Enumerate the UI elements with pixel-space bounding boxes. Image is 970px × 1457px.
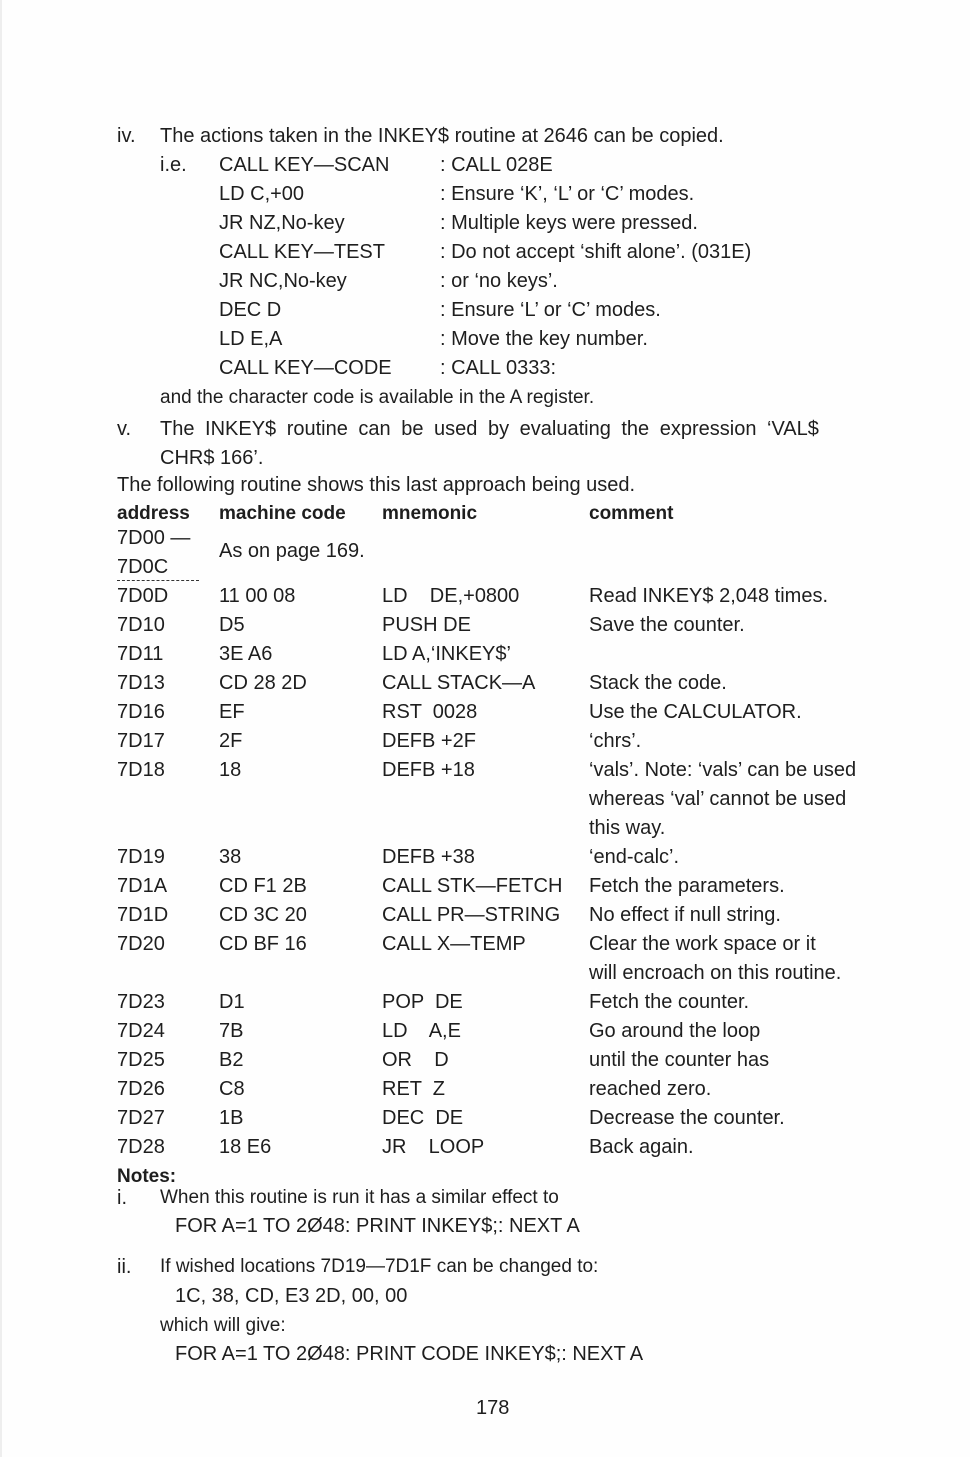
table-mnemonic: OR D [382, 1049, 449, 1071]
table-address: 7D0D [117, 585, 169, 607]
iv-code-line: JR NC,No-key [219, 270, 347, 292]
table-mnemonic: LD DE,+0800 [382, 585, 520, 607]
page-edge-shadow [0, 0, 2, 1457]
table-machine-code: 11 00 08 [219, 585, 296, 607]
table-comment: until the counter has [589, 1049, 770, 1071]
item-iv-after: and the character code is available in the A register. [160, 387, 595, 408]
table-machine-code: 18 E6 [219, 1136, 272, 1158]
table-mnemonic: CALL PR—STRING [382, 904, 561, 926]
table-comment: reached zero. [589, 1078, 712, 1100]
table-address: 7D25 [117, 1049, 165, 1071]
note-ii-text: If wished locations 7D19—7D1F can be changed to: [160, 1256, 599, 1277]
header-machine-code: machine code [219, 503, 346, 524]
table-mnemonic: LD A,E [382, 1020, 461, 1042]
table-mnemonic: DEC DE [382, 1107, 464, 1129]
table-address: 7D1A [117, 875, 168, 897]
item-v-line1: The INKEY$ routine can be used by evaluating the expression ‘VAL$ [160, 418, 819, 440]
table-comment: Save the counter. [589, 614, 745, 636]
iv-code-comment: : CALL 0333: [440, 357, 557, 379]
table-machine-code: D1 [219, 991, 245, 1013]
note-i-code: FOR A=1 TO 2Ø48: PRINT INKEY$;: NEXT A [175, 1215, 580, 1237]
table-comment: Stack the code. [589, 672, 727, 694]
table-address: 7D17 [117, 730, 165, 752]
table-comment: ‘chrs’. [589, 730, 642, 752]
table-machine-code: 3E A6 [219, 643, 273, 665]
table-address: 7D28 [117, 1136, 165, 1158]
note-ii-marker: ii. [117, 1256, 132, 1278]
table-mnemonic: CALL STK—FETCH [382, 875, 563, 897]
table-comment: whereas ‘val’ cannot be used [589, 788, 847, 810]
table-address: 7D27 [117, 1107, 165, 1129]
dashed-divider [117, 580, 199, 581]
header-comment: comment [589, 503, 674, 524]
table-machine-code: 18 [219, 759, 242, 781]
header-mnemonic: mnemonic [382, 503, 478, 524]
table-machine-code: 1B [219, 1107, 244, 1129]
iv-code-comment: : Ensure ‘L’ or ‘C’ modes. [440, 299, 661, 321]
table-machine-code: EF [219, 701, 245, 723]
intro-text: The following routine shows this last approach being used. [117, 474, 636, 496]
table-address: 7D23 [117, 991, 165, 1013]
table-machine-code: CD F1 2B [219, 875, 307, 897]
table-address: 7D18 [117, 759, 165, 781]
table-address: 7D1D [117, 904, 169, 926]
item-iv-text: The actions taken in the INKEY$ routine at 2646 can be copied. [160, 125, 724, 147]
table-mnemonic: CALL X—TEMP [382, 933, 526, 955]
note-i-text: When this routine is run it has a similar effect to [160, 1187, 559, 1208]
iv-code-comment: : Multiple keys were pressed. [440, 212, 698, 234]
table-comment: Go around the loop [589, 1020, 761, 1042]
iv-code-line: DEC D [219, 299, 282, 321]
table-address: 7D19 [117, 846, 165, 868]
table-mnemonic: CALL STACK—A [382, 672, 536, 694]
table-address: 7D24 [117, 1020, 165, 1042]
iv-code-line: JR NZ,No-key [219, 212, 345, 234]
table-machine-code: CD 28 2D [219, 672, 307, 694]
table-comment: this way. [589, 817, 666, 839]
table-address: 7D13 [117, 672, 165, 694]
iv-code-line: CALL KEY—TEST [219, 241, 385, 263]
table-machine-code: C8 [219, 1078, 245, 1100]
table-comment: No effect if null string. [589, 904, 781, 926]
table-address: 7D16 [117, 701, 165, 723]
iv-code-comment: : or ‘no keys’. [440, 270, 558, 292]
table-mnemonic: PUSH DE [382, 614, 471, 636]
iv-code-comment: : CALL 028E [440, 154, 553, 176]
notes-heading: Notes: [117, 1166, 177, 1187]
note-ii-code: FOR A=1 TO 2Ø48: PRINT CODE INKEY$;: NEXT A [175, 1343, 644, 1365]
table-mnemonic: LD A,‘INKEY$’ [382, 643, 511, 665]
table-comment: Read INKEY$ 2,048 times. [589, 585, 829, 607]
iv-code-comment: : Move the key number. [440, 328, 648, 350]
table-comment: ‘end-calc’. [589, 846, 680, 868]
table-comment: Fetch the counter. [589, 991, 750, 1013]
table-comment: Fetch the parameters. [589, 875, 785, 897]
table-comment: Clear the work space or it [589, 933, 816, 955]
table-comment: will encroach on this routine. [589, 962, 842, 984]
table-machine-code: D5 [219, 614, 245, 636]
item-iv-marker: iv. [117, 125, 136, 147]
iv-code-line: CALL KEY—SCAN [219, 154, 390, 176]
table-comment: Use the CALCULATOR. [589, 701, 802, 723]
note-ii-text2: which will give: [160, 1315, 286, 1336]
table-comment: Back again. [589, 1136, 694, 1158]
table-machine-code: CD BF 16 [219, 933, 307, 955]
table-address: 7D11 [117, 643, 164, 665]
table-machine-code: 2F [219, 730, 243, 752]
first-note: As on page 169. [219, 540, 365, 562]
ie-label: i.e. [160, 154, 187, 176]
iv-code-line: LD E,A [219, 328, 283, 350]
first-address-start: 7D00 — [117, 527, 191, 549]
iv-code-line: CALL KEY—CODE [219, 357, 392, 379]
iv-code-comment: : Do not accept ‘shift alone’. (031E) [440, 241, 752, 263]
header-address: address [117, 503, 190, 524]
table-mnemonic: DEFB +18 [382, 759, 475, 781]
table-address: 7D10 [117, 614, 165, 636]
table-machine-code: B2 [219, 1049, 244, 1071]
table-comment: Decrease the counter. [589, 1107, 785, 1129]
note-i-marker: i. [117, 1187, 127, 1209]
first-address-end: 7D0C [117, 556, 169, 578]
item-v-marker: v. [117, 418, 132, 440]
table-address: 7D20 [117, 933, 165, 955]
table-mnemonic: RST 0028 [382, 701, 478, 723]
table-mnemonic: POP DE [382, 991, 463, 1013]
iv-code-comment: : Ensure ‘K’, ‘L’ or ‘C’ modes. [440, 183, 695, 205]
table-comment: ‘vals’. Note: ‘vals’ can be used [589, 759, 857, 781]
item-v-line2: CHR$ 166’. [160, 447, 264, 469]
table-machine-code: CD 3C 20 [219, 904, 307, 926]
table-mnemonic: RET Z [382, 1078, 445, 1100]
table-machine-code: 38 [219, 846, 242, 868]
table-machine-code: 7B [219, 1020, 244, 1042]
page-number: 178 [476, 1397, 510, 1419]
table-mnemonic: DEFB +2F [382, 730, 476, 752]
table-mnemonic: JR LOOP [382, 1136, 485, 1158]
table-address: 7D26 [117, 1078, 165, 1100]
iv-code-line: LD C,+00 [219, 183, 305, 205]
note-ii-bytes: 1C, 38, CD, E3 2D, 00, 00 [175, 1285, 408, 1307]
table-mnemonic: DEFB +38 [382, 846, 475, 868]
